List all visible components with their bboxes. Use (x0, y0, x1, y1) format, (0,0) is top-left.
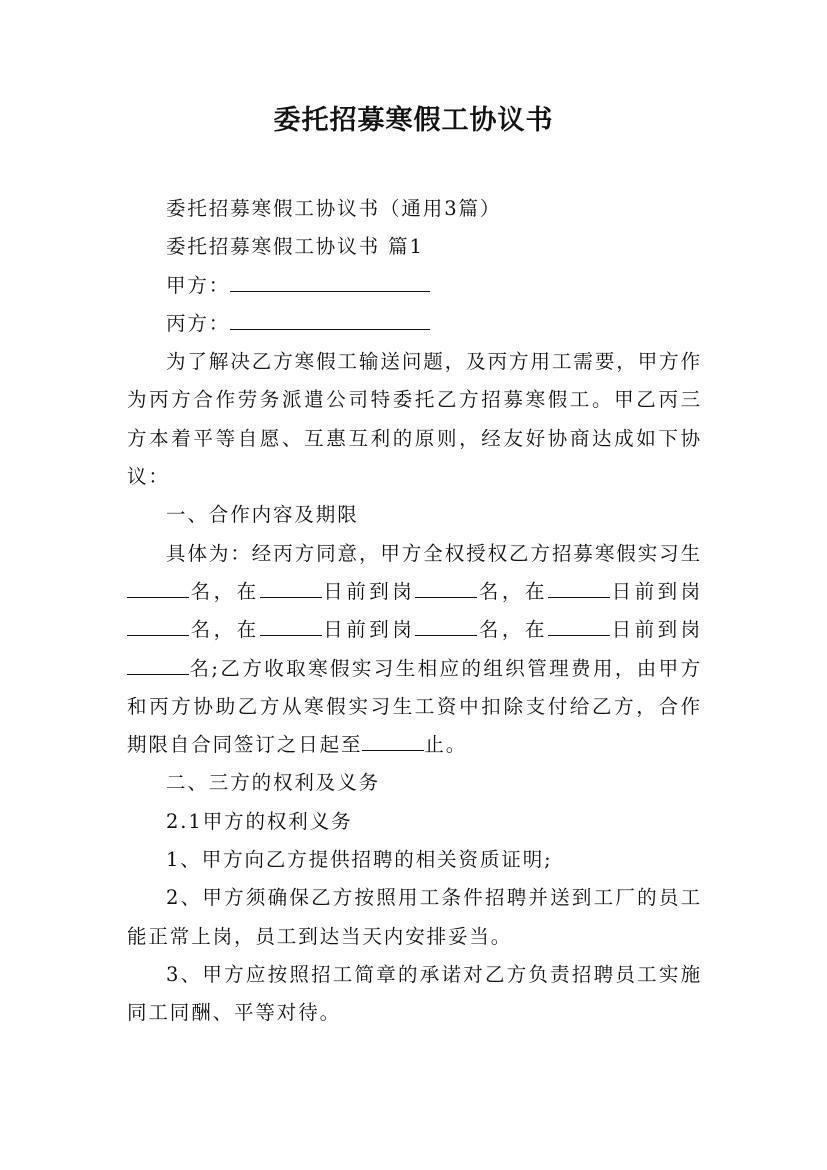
party-c-label: 丙方： (166, 311, 231, 335)
blank-field (415, 577, 477, 598)
party-c-line (127, 305, 702, 343)
list-item: 1、甲方向乙方提供招聘的相关资质证明; (166, 848, 553, 872)
blank-field (548, 615, 610, 636)
party-a-blank (230, 270, 430, 291)
intro-paragraph: 为了解决乙方寒假工输送问题，及丙方用工需要，甲方作为丙方合作劳务派遣公司特委托乙方招募寒假工。甲乙丙三方本着平等自愿、互惠互利的原则，经友好协商达成如下协议： (127, 350, 702, 489)
document-title: 委托招募寒假工协议书 (273, 105, 554, 136)
party-c-blank (230, 308, 430, 329)
heading-rights-obligations: 二、三方的权利及义务 (166, 771, 381, 795)
blank-field (260, 577, 322, 598)
clause-cooperation-content: 具体为：经丙方同意，甲方全权授权乙方招募寒假实习生名，在 日前到岗 名，在 日前到岗名，在 日前到岗 名，在 日前到岗名;乙方收取寒假实习生相应的组织管理费用，由甲方和丙方协助乙方从寒假实习生工资中扣除支付给乙方，合作期限自合同签订之日起至 止。 (127, 541, 703, 757)
heading-party-a-rights: 2.1甲方的权利义务 (166, 809, 353, 833)
heading-cooperation: 一、合作内容及期限 (166, 503, 359, 527)
blank-field (127, 577, 189, 598)
blank-field (127, 615, 189, 636)
document-body (127, 190, 702, 1033)
section-heading: 委托招募寒假工协议书 篇1 (166, 235, 424, 259)
list-item: 3、甲方应按照招工简章的承诺对乙方负责招聘员工实施同工同酬、平等对待。 (127, 962, 702, 1025)
blank-field (548, 577, 610, 598)
blank-field (260, 615, 322, 636)
list-item: 2、甲方须确保乙方按照用工条件招聘并送到工厂的员工能正常上岗，员工到达当天内安排妥当。 (127, 886, 702, 948)
document-subtitle: 委托招募寒假工协议书（通用3篇） (166, 197, 502, 220)
blank-field (415, 615, 477, 636)
blank-field (362, 730, 424, 751)
blank-field (127, 653, 189, 674)
party-a-label: 甲方： (166, 273, 231, 297)
party-a-line (127, 267, 702, 305)
